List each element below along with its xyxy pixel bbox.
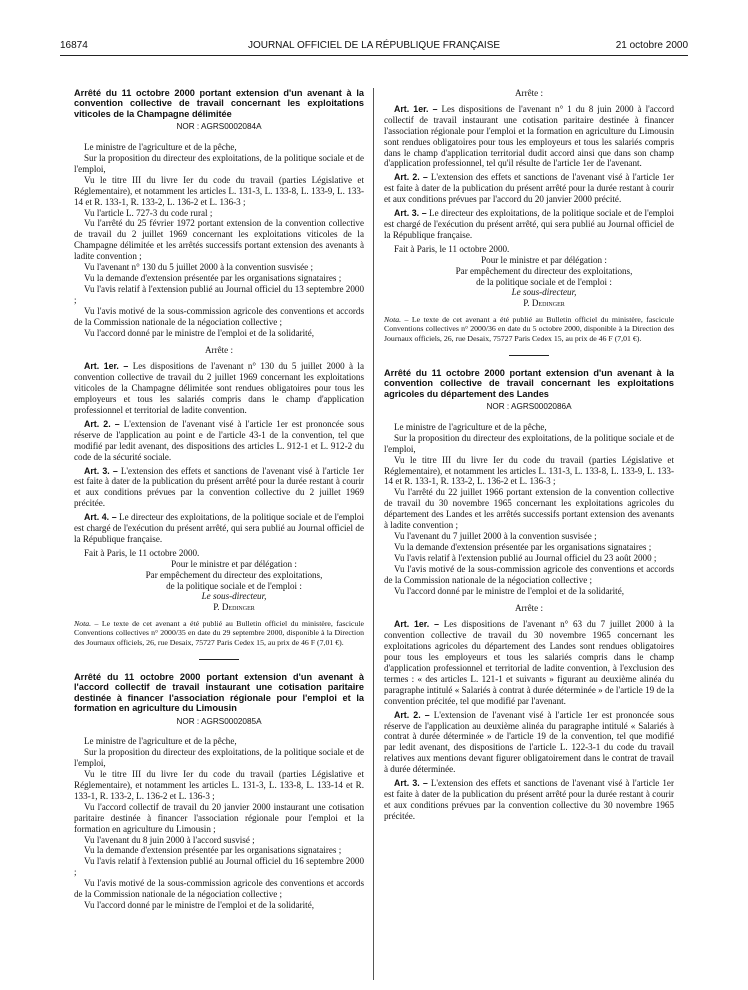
article-label: Art. 1er. – bbox=[394, 619, 439, 630]
preamble-line: Vu l'accord donné par le ministre de l'emploi et de la solidarité, bbox=[394, 585, 624, 596]
preamble-line: Sur la proposition du directeur des exploitations, de la politique sociale et de l'emploi, bbox=[74, 747, 364, 769]
preamble-line: Le ministre de l'agriculture et de la pêche, bbox=[394, 421, 547, 432]
signatory-title: Le sous-directeur, bbox=[511, 287, 577, 298]
article-text: Les dispositions de l'avenant n° 1 du 8 juin 2000 à l'accord collectif de travail instaurant une cotisation paritaire destinée à financer l'association régionale pour l'emploi et la formation en agriculture du Limousin sont rendues obligatoires pour tous les employeurs et tous les salariés compris dans le champ d'application territorial dudit accord ainsi que dans son champ d'application professionnel, tel qu'il résulte de l'article 1er de l'avenant. bbox=[384, 103, 674, 169]
article-text: L'extension des effets et sanctions de l'avenant visé à l'article 1er est faite à dater de la publication du présent arrêté pour la durée restant à courir et aux conditions prévues par la convention collective du 30 novembre 1965 précitée. bbox=[384, 778, 674, 821]
preamble-line: Vu l'avenant du 7 juillet 2000 à la convention susvisée ; bbox=[394, 531, 597, 542]
signatory-name: P. Dedinger bbox=[213, 602, 255, 613]
preamble-line: Vu l'avenant du 8 juin 2000 à l'accord susvisé ; bbox=[84, 834, 255, 845]
signature-line: Par empêchement du directeur des exploitations, bbox=[145, 569, 323, 580]
journal-title: JOURNAL OFFICIEL DE LA RÉPUBLIQUE FRANÇAISE bbox=[247, 40, 501, 51]
right-column bbox=[384, 88, 674, 822]
article-label: Art. 1er. – bbox=[84, 361, 129, 372]
preamble-line: Vu l'avis motivé de la sous-commission agricole des conventions et accords de la Commission nationale de la négociation collective ; bbox=[74, 878, 364, 900]
arrete-heading: Arrête : bbox=[514, 603, 544, 614]
left-column bbox=[74, 88, 364, 911]
column-divider bbox=[373, 88, 374, 980]
preamble-line: Vu l'accord donné par le ministre de l'emploi et de la solidarité, bbox=[84, 900, 314, 911]
signatory-title: Le sous-directeur, bbox=[201, 591, 267, 602]
preamble-line: Vu l'avis relatif à l'extension publié au Journal officiel du 23 août 2000 ; bbox=[394, 552, 657, 563]
place-date: Fait à Paris, le 11 octobre 2000. bbox=[394, 243, 510, 254]
preamble-line: Vu la demande d'extension présentée par les organisations signataires ; bbox=[84, 845, 342, 856]
article bbox=[384, 104, 674, 169]
article-label: Art. 2. – bbox=[394, 172, 428, 183]
preamble-line: Vu la demande d'extension présentée par les organisations signataires ; bbox=[394, 541, 652, 552]
nota-note bbox=[74, 619, 364, 647]
header-rule bbox=[60, 55, 688, 56]
issue-date: 21 octobre 2000 bbox=[615, 40, 688, 51]
article bbox=[74, 466, 364, 510]
signature-line: de la politique sociale et de l'emploi : bbox=[166, 580, 302, 591]
section-separator bbox=[509, 355, 549, 356]
signature-line: Pour le ministre et par délégation : bbox=[481, 254, 607, 265]
decree-champagne bbox=[74, 88, 364, 647]
preamble-line: Vu l'arrêté du 22 juillet 1966 portant extension de la convention collective de travail du 30 novembre 1965 concernant les exploitations agricoles du département des Landes et les arrêtés successifs portant extension des avenants à ladite convention ; bbox=[384, 487, 674, 531]
preamble-line: Vu l'accord donné par le ministre de l'emploi et de la solidarité, bbox=[84, 327, 314, 338]
section-separator bbox=[199, 659, 239, 660]
article-text: Les dispositions de l'avenant n° 130 du 5 juillet 2000 à la convention collective de travail du 2 juillet 1969 concernant les exploitations viticoles de la Champagne délimitée sont rendues obligatoires pour tous les employeurs et tous les salariés compris dans le champ d'application professionnel et territorial de ladite convention. bbox=[74, 361, 364, 415]
decree-limousin bbox=[74, 672, 364, 911]
page-number: 16874 bbox=[60, 40, 88, 51]
signatory-name: P. Dedinger bbox=[523, 298, 565, 309]
article-label: Art. 3. – bbox=[394, 208, 427, 219]
article bbox=[74, 512, 364, 545]
preamble-line: Vu l'avenant n° 130 du 5 juillet 2000 à la convention susvisée ; bbox=[84, 262, 313, 273]
nor-reference: NOR : AGRS0002086A bbox=[486, 402, 572, 412]
signature-line: Pour le ministre et par délégation : bbox=[171, 558, 297, 569]
preamble-line: Sur la proposition du directeur des exploitations, de la politique sociale et de l'emploi, bbox=[74, 153, 364, 174]
decree-limousin-continued bbox=[384, 88, 674, 343]
article-label: Art. 4. – bbox=[84, 512, 117, 523]
article-text: L'extension de l'avenant visé à l'article 1er est prononcée sous réserve de l'application au deuxième alinéa du paragraphe intitulé « Salariés à contrat à durée déterminée » de l'article 19 de la convention, tel que modifié par ledit avenant, des dispositions de l'article L. 122-3-1 du code du travail relatives aux mentions devant figurer obligatoirement dans le contrat de travail à durée déterminée. bbox=[384, 709, 674, 775]
preamble-line: Le ministre de l'agriculture et de la pêche, bbox=[84, 142, 237, 153]
article-label: Art. 3. – bbox=[394, 778, 428, 789]
article-text: Le directeur des exploitations, de la politique sociale et de l'emploi est chargé de l'exécution du présent arrêté, qui sera publié au Journal officiel de la République française. bbox=[74, 512, 364, 544]
decree-title: Arrêté du 11 octobre 2000 portant extension d'un avenant à la convention collective de travail concernant les exploitations agricoles du département des Landes bbox=[384, 367, 674, 399]
nota-label: Nota. – bbox=[384, 315, 409, 325]
preamble-line: Vu l'article L. 727-3 du code rural ; bbox=[84, 207, 213, 218]
nota-text: Le texte de cet avenant a été publié au Bulletin officiel du ministère, fascicule Conventions collectives n° 2000/35 en date du 29 septembre 2000, disponible à la Direction des Journaux officiels, 26, rue Desaix, 75727 Paris Cedex 15, au prix de 46 F (7,01 €). bbox=[74, 619, 364, 647]
place-date: Fait à Paris, le 11 octobre 2000. bbox=[84, 547, 200, 558]
preamble-line: Sur la proposition du directeur des exploitations, de la politique sociale et de l'emploi, bbox=[384, 432, 674, 454]
article-label: Art. 2. – bbox=[84, 418, 120, 429]
article-text: L'extension de l'avenant visé à l'article 1er est prononcée sous réserve de l'application au point e de l'article 43-1 de la convention, tel que modifié par ledit avenant, des dispositions des articles L. 912-1 et L. 912-2 du code de la sécurité sociale. bbox=[74, 418, 364, 462]
preamble-line: Vu la demande d'extension présentée par les organisations signataires ; bbox=[84, 273, 342, 283]
nota-label: Nota. – bbox=[74, 619, 99, 629]
signature-line: de la politique sociale et de l'emploi : bbox=[476, 276, 612, 287]
signature-block bbox=[74, 559, 364, 614]
article bbox=[74, 361, 364, 416]
signature-block bbox=[384, 255, 674, 310]
article-text: L'extension des effets et sanctions de l'avenant visé à l'article 1er est faite à dater de la publication du présent arrêté pour la durée restant à courir et aux conditions prévues par l'accord du 20 janvier 2000 précité. bbox=[384, 172, 674, 205]
decree-landes bbox=[384, 368, 674, 822]
arrete-heading: Arrête : bbox=[514, 88, 544, 98]
nota-note bbox=[384, 315, 674, 343]
article bbox=[384, 778, 674, 822]
preamble-line: Vu l'arrêté du 25 février 1972 portant extension de la convention collective de travail du 2 juillet 1969 concernant les exploitations viticoles de la Champagne délimitée et les arrêtés successifs portant extension des avenants à ladite convention ; bbox=[74, 218, 364, 262]
article-text: Les dispositions de l'avenant n° 63 du 7 juillet 2000 à la convention collective de travail du 30 novembre 1965 concernant les exploitations agricoles du département des Landes sont rendues obligatoires pour tous les employeurs et tous les salariés compris dans le champ d'application professionnel et territorial de ladite convention, à l'exclusion des termes : « des articles L. 121-1 et suivants » figurant au deuxième alinéa du paragraphe intitulé « Salariés à contrat à durée déterminée » de l'article 19 de la convention précitée, tel que modifié par l'avenant. bbox=[384, 619, 674, 706]
preamble-line: Vu l'accord collectif de travail du 20 janvier 2000 instaurant une cotisation paritaire destinée à financer l'association régionale pour l'emploi et la formation en agriculture du Limousin ; bbox=[74, 801, 364, 834]
arrete-heading: Arrête : bbox=[204, 345, 234, 356]
article bbox=[384, 208, 674, 241]
nota-text: Le texte de cet avenant a été publié au Bulletin officiel du ministère, fascicule Conventions collectives n° 2000/36 en date du 5 octobre 2000, disponible à la Direction des Journaux officiels, 26, rue Desaix, 75727 Paris Cedex 15, au prix de 46 F (7,01 €). bbox=[384, 315, 674, 343]
article bbox=[384, 710, 674, 775]
article-text: Le directeur des exploitations, de la politique sociale et de l'emploi est chargé de l'exécution du présent arrêté, qui sera publié au Journal officiel de la République française. bbox=[384, 208, 674, 240]
preamble-line: Vu le titre III du livre Ier du code du travail (parties Législative et Réglementaire), et notamment les articles L. 131-3, L. 133-8, L. 133-9, L. 133-14 et R. 133-1, R. 133-2, L. 136-2 et L. 136-3 ; bbox=[74, 174, 364, 207]
article bbox=[74, 419, 364, 463]
preamble-line: Vu l'avis relatif à l'extension publié au Journal officiel du 13 septembre 2000 ; bbox=[74, 283, 364, 305]
decree-title: Arrêté du 11 octobre 2000 portant extension d'un avenant à l'accord collectif de travail instaurant une cotisation paritaire destinée à financer l'association régionale pour l'emploi et la formation en agriculture du Limousin bbox=[74, 671, 364, 714]
article-text: L'extension des effets et sanctions de l'avenant visé à l'article 1er est faite à dater de la publication du présent arrêté pour la durée restant à courir et aux conditions prévues par la convention collective du 2 juillet 1969 précitée. bbox=[74, 465, 364, 509]
preamble-line: Vu le titre III du livre Ier du code du travail (parties Législative et Réglementaire), et notamment les articles L. 131-3, L. 133-8, L. 133-9, L. 133-14 et R. 133-1, R. 133-2, L. 136-2 et L. 136-3 ; bbox=[384, 454, 674, 487]
decree-title: Arrêté du 11 octobre 2000 portant extension d'un avenant à la convention collective de travail concernant les exploitations viticoles de la Champagne délimitée bbox=[74, 88, 364, 119]
nor-reference: NOR : AGRS0002085A bbox=[176, 716, 262, 726]
preamble-line: Le ministre de l'agriculture et de la pêche, bbox=[84, 736, 237, 747]
page-header bbox=[60, 40, 688, 54]
article-label: Art. 2. – bbox=[394, 709, 430, 720]
preamble-line: Vu l'avis motivé de la sous-commission agricole des conventions et accords de la Commission nationale de la négociation collective ; bbox=[384, 563, 674, 585]
preamble-line: Vu le titre III du livre Ier du code du travail (parties Législative et Réglementaire), et notamment les articles L. 131-3, L. 133-8, L. 133-14 et R. 133-1, R. 133-2, L. 136-2 et L. 136-3 ; bbox=[74, 769, 364, 801]
article-label: Art. 1er. – bbox=[394, 103, 438, 114]
preamble-line: Vu l'avis motivé de la sous-commission agricole des conventions et accords de la Commission nationale de la négociation collective ; bbox=[74, 305, 364, 327]
nor-reference: NOR : AGRS0002084A bbox=[176, 122, 262, 132]
preamble-line: Vu l'avis relatif à l'extension publié au Journal officiel du 16 septembre 2000 ; bbox=[74, 856, 364, 878]
article bbox=[384, 619, 674, 706]
article-label: Art. 3. – bbox=[84, 465, 118, 476]
signature-line: Par empêchement du directeur des exploitations, bbox=[455, 265, 633, 276]
article bbox=[384, 172, 674, 205]
